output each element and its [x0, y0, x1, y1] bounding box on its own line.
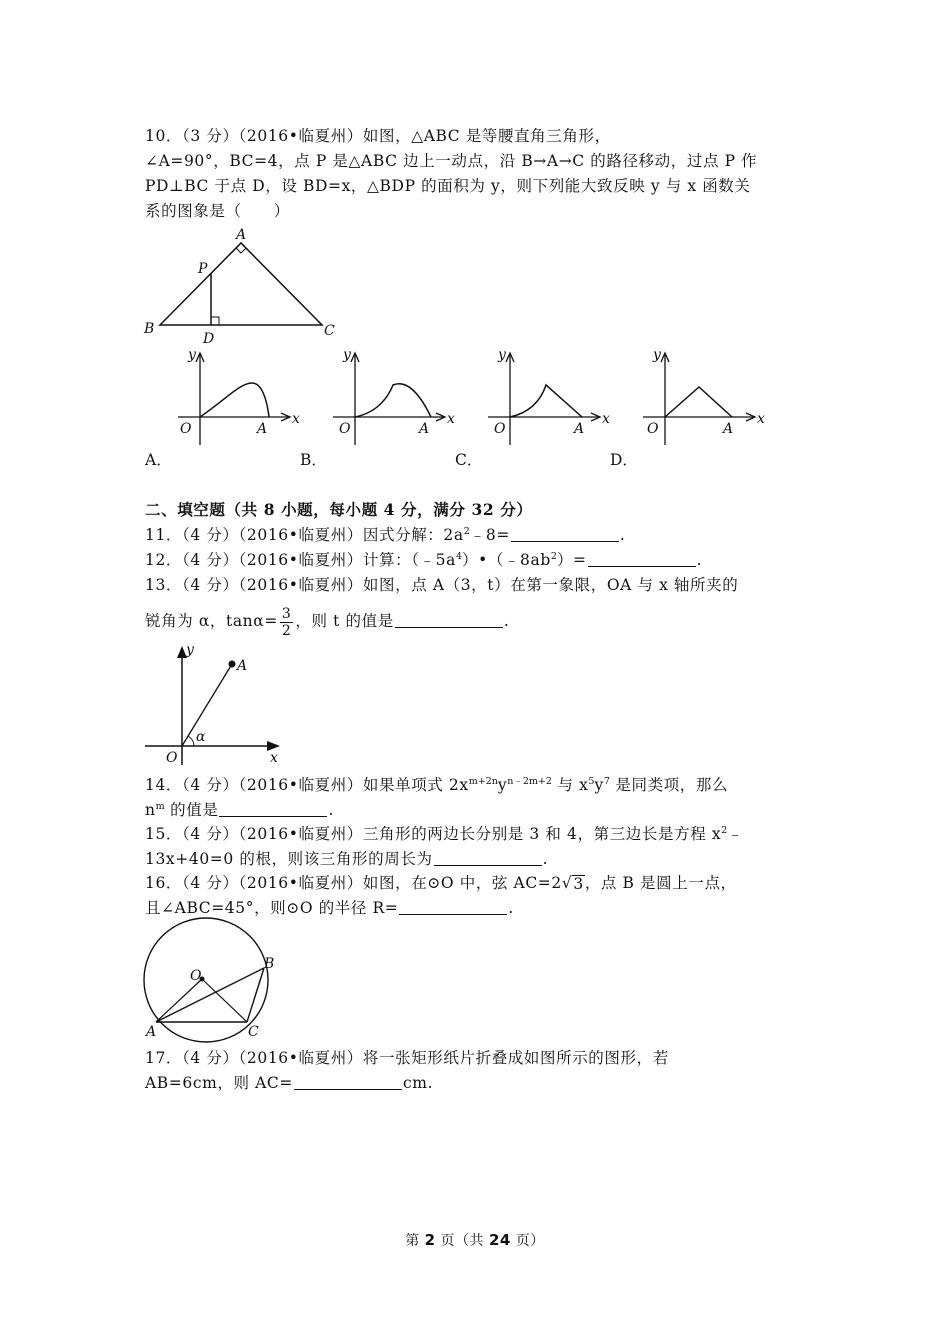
q10-triangle-figure: [140, 225, 350, 350]
svg-text:x: x: [447, 411, 455, 427]
page-footer: 第 2 页（共 24 页）: [405, 1231, 545, 1249]
svg-text:y: y: [498, 347, 506, 363]
svg-text:y: y: [653, 347, 661, 363]
svg-text:O: O: [166, 750, 178, 766]
q10-line1: 10．（3 分）（2016•临夏州）如图，△ABC 是等腰直角三角形，: [145, 127, 611, 145]
q10-line2: ∠A=90°，BC=4，点 P 是△ABC 边上一动点，沿 B→A→C 的路径移动，过点 P 作: [145, 152, 758, 170]
q13-figure: [140, 640, 290, 770]
svg-text:x: x: [292, 411, 300, 427]
segment-oa: [182, 664, 232, 746]
svg-text:A: A: [723, 421, 734, 437]
curve-a: [200, 383, 269, 417]
svg-text:A: A: [146, 1024, 157, 1040]
q11: 11．（4 分）（2016•临夏州）因式分解：$2a^2﹣8=$ .: [145, 526, 626, 544]
svg-text:A: A: [574, 421, 585, 437]
label-a: A: [236, 227, 247, 243]
svg-text:O: O: [339, 421, 351, 437]
option-d-graph: [635, 345, 775, 445]
right-angle-mark-a: [236, 248, 246, 253]
section-2-title: 二、填空题（共 8 小题，每小题 4 分，满分 32 分）: [145, 500, 533, 519]
q10-line3: PD⊥BC 于点 D，设 BD=x，△BDP 的面积为 y，则下列能大致反映 y 与 x 函数关: [145, 177, 751, 195]
svg-text:O: O: [647, 421, 659, 437]
svg-text:x: x: [270, 750, 278, 766]
curve-d: [665, 387, 732, 417]
right-angle-mark-d: [211, 317, 219, 325]
q13-line2: 锐角为 α，tanα= $\frac{3}{2}$ ，则 t 的值是 .: [145, 605, 510, 639]
angle-alpha-arc: [188, 736, 194, 746]
q14-line1: 14．（4 分）（2016•临夏州）如果单项式 $2x^{m+2n}y^{n﹣2m+2}$ 与 $x^5y^7$ 是同类项，那么: [145, 776, 729, 794]
option-d-label: D．: [610, 451, 638, 469]
option-c-graph: [480, 345, 620, 445]
q16-circle-figure: [140, 922, 290, 1047]
svg-text:y: y: [188, 347, 196, 363]
q12-answer-blank: [588, 552, 696, 567]
label-c: C: [324, 323, 335, 339]
svg-text:B: B: [264, 956, 275, 972]
svg-text:A: A: [419, 421, 430, 437]
svg-text:O: O: [190, 968, 202, 984]
svg-text:A: A: [237, 658, 248, 674]
point-a: [229, 661, 236, 668]
svg-text:x: x: [757, 411, 765, 427]
svg-text:α: α: [196, 729, 206, 745]
q11-answer-blank: [511, 527, 619, 542]
q12: 12．（4 分）（2016•临夏州）计算：$(﹣5a^4)•(﹣8ab^2)=$ .: [145, 551, 703, 569]
q10-line4: 系的图象是（ ）: [145, 202, 290, 220]
svg-text:y: y: [343, 347, 351, 363]
q16-answer-blank: [399, 900, 507, 915]
q17-line1: 17．（4 分）（2016•临夏州）将一张矩形纸片折叠成如图所示的图形，若: [145, 1049, 669, 1067]
q15-line2: 13x+40=0 的根，则该三角形的周长为 .: [145, 850, 549, 868]
q16-line1: 16．（4 分）（2016•临夏州）如图，在⊙O 中，弦 AC=2 √ 3 ，点 B 是圆上一点，: [145, 874, 737, 893]
option-b-graph: [325, 345, 465, 445]
curve-b: [355, 384, 431, 417]
option-a-label: A．: [145, 451, 172, 469]
fraction-3-2: $\frac{3}{2}$: [281, 605, 292, 639]
q13-answer-blank: [395, 613, 503, 628]
page-number: 2: [424, 1231, 436, 1249]
sqrt-3: √ 3: [561, 874, 584, 893]
q15-answer-blank: [434, 851, 542, 866]
option-c-label: C．: [455, 451, 483, 469]
q16-line2: 且∠ABC=45°，则⊙O 的半径 R= .: [145, 899, 514, 917]
svg-text:x: x: [602, 411, 610, 427]
q17-line2: AB=6cm，则 AC= cm.: [145, 1074, 434, 1092]
q17-answer-blank: [294, 1075, 402, 1090]
option-b-label: B．: [300, 451, 327, 469]
svg-text:A: A: [257, 421, 268, 437]
label-b: B: [144, 321, 155, 337]
page-total: 24: [488, 1231, 511, 1249]
svg-text:C: C: [248, 1024, 259, 1040]
q14-line2: $n^m$ 的值是 .: [145, 801, 334, 819]
triangle-abc: [160, 243, 322, 325]
label-p: P: [198, 261, 208, 277]
curve-c: [510, 385, 582, 417]
svg-text:y: y: [186, 642, 194, 658]
q14-answer-blank: [219, 802, 327, 817]
option-a-graph: [170, 345, 310, 445]
q13-line1: 13．（4 分）（2016•临夏州）如图，点 A（3，t）在第一象限，OA 与 x 轴所夹的: [145, 576, 739, 594]
svg-text:O: O: [180, 421, 192, 437]
label-d: D: [203, 331, 215, 347]
svg-text:O: O: [494, 421, 506, 437]
q15-line1: 15．（4 分）（2016•临夏州）三角形的两边长分别是 3 和 4，第三边长是方程 $x^2﹣$: [145, 825, 744, 843]
